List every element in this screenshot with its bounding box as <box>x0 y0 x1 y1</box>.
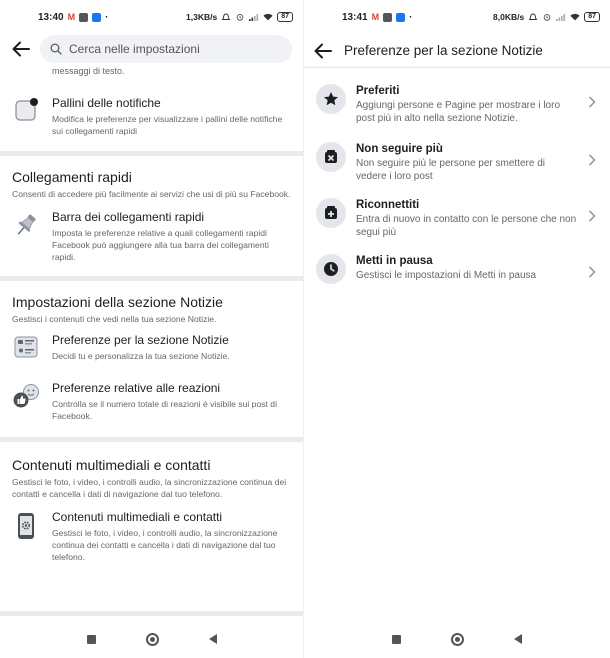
battery-indicator: 87 <box>277 12 293 22</box>
clock-icon <box>316 254 346 284</box>
wifi-icon <box>263 13 273 21</box>
favorites-item[interactable] <box>304 84 610 130</box>
arrow-left-icon <box>12 41 30 57</box>
android-nav-bar <box>0 620 303 658</box>
gallery-icon <box>79 13 88 22</box>
alarm-icon <box>235 13 245 21</box>
wifi-icon <box>570 13 580 21</box>
unfollow-title: Non seguire più <box>356 143 443 155</box>
news-feed-section <box>0 293 303 325</box>
unfollow-desc: Non seguire più le persone per smettere di vedere i loro post <box>356 158 545 182</box>
gmail-icon: M <box>371 12 380 22</box>
unfollow-icon <box>316 142 346 172</box>
news-feed-preferences-desc: Decidi tu e personalizza la tua sezione Notizie. <box>52 351 230 361</box>
shortcuts-subtitle: Consenti di accedere più facilmente ai servizi che usi di più su Facebook. <box>12 189 291 199</box>
favorites-title: Preferiti <box>356 85 400 97</box>
search-header <box>0 34 303 64</box>
snooze-desc: Gestisci le impostazioni di Metti in pausa <box>356 270 537 281</box>
chevron-right-icon <box>588 154 596 166</box>
reaction-preferences-item[interactable] <box>0 381 303 429</box>
shortcut-bar-title: Barra dei collegamenti rapidi <box>52 210 205 224</box>
chevron-right-icon <box>588 266 596 278</box>
section-divider <box>0 611 303 616</box>
network-speed: 8,0KB/s <box>493 12 525 22</box>
reconnect-title: Riconnettiti <box>356 199 420 211</box>
gmail-icon: M <box>67 12 76 22</box>
page-title: Preferenze per la sezione Notizie <box>344 43 543 58</box>
chevron-right-icon <box>588 210 596 222</box>
home-button[interactable] <box>451 633 464 646</box>
notification-dots-item[interactable] <box>0 96 303 143</box>
media-contacts-desc: Gestisci le foto, i video, i controlli audio, la sincronizzazione continua dei contatti e cancella i dati di navigazione dal tuo telefono. <box>52 528 278 562</box>
system-back-button[interactable] <box>209 634 217 644</box>
media-subtitle: Gestisci le foto, i video, i controlli audio, la sincronizzazione continua dei contatti e cancella i dati di navigazione dal tuo telefono. <box>12 477 287 499</box>
search-icon <box>50 43 62 55</box>
favorites-desc: Aggiungi persone e Pagine per mostrare i loro post più in alto nella sezione Notizie. <box>356 100 561 124</box>
news-feed-preferences-title: Preferenze per la sezione Notizie <box>52 333 229 347</box>
news-feed-heading: Impostazioni della sezione Notizie <box>12 294 223 310</box>
news-feed-subtitle: Gestisci i contenuti che vedi nella tua sezione Notizie. <box>12 314 217 324</box>
snooze-item[interactable] <box>304 254 610 290</box>
media-contacts-title: Contenuti multimediali e contatti <box>52 510 223 524</box>
back-button[interactable] <box>10 38 32 60</box>
shortcut-bar-desc: Imposta le preferenze relative a quali collegamenti rapidi Facebook può aggiungere alla tua barra dei collegamenti rapidi. <box>52 228 269 262</box>
section-divider <box>0 276 303 281</box>
shortcut-bar-item[interactable] <box>0 210 303 270</box>
settings-screen <box>0 0 303 658</box>
news-feed-preferences-icon <box>14 335 38 359</box>
section-divider <box>0 151 303 156</box>
notification-dots-desc: Modifica le preferenze per visualizzare i pallini delle notifiche sui collegamenti rapidi <box>52 114 283 136</box>
status-time: 13:41 <box>342 11 368 23</box>
mute-icon <box>528 13 538 21</box>
battery-indicator: 87 <box>584 12 600 22</box>
facebook-icon <box>396 13 405 22</box>
reaction-preferences-title: Preferenze relative alle reazioni <box>52 381 221 395</box>
reconnect-item[interactable] <box>304 198 610 242</box>
gallery-icon <box>383 13 392 22</box>
page-header <box>304 34 610 68</box>
network-speed: 1,3KB/s <box>186 12 218 22</box>
reconnect-icon <box>316 198 346 228</box>
mute-icon <box>221 13 231 21</box>
notification-dots-title: Pallini delle notifiche <box>52 96 161 110</box>
arrow-left-icon <box>314 43 332 59</box>
dot-icon: · <box>409 11 413 23</box>
back-button[interactable] <box>312 40 334 62</box>
status-bar <box>304 0 610 34</box>
recents-button[interactable] <box>87 635 96 644</box>
shortcuts-heading: Collegamenti rapidi <box>12 169 132 185</box>
home-button[interactable] <box>146 633 159 646</box>
star-icon <box>316 84 346 114</box>
shortcuts-section <box>0 168 303 200</box>
media-heading: Contenuti multimediali e contatti <box>12 457 211 473</box>
system-back-button[interactable] <box>514 634 522 644</box>
reaction-preferences-desc: Controlla se il numero totale di reazioni è visibile sui post di Facebook. <box>52 399 277 421</box>
search-input[interactable] <box>69 42 269 56</box>
unfollow-item[interactable] <box>304 142 610 186</box>
cutoff-description: messaggi di testo. <box>52 66 125 76</box>
facebook-icon <box>92 13 101 22</box>
notification-dot-icon <box>14 98 38 122</box>
status-bar <box>0 0 303 34</box>
phone-settings-icon <box>15 512 37 540</box>
reconnect-desc: Entra di nuovo in contatto con le persone che non segui più <box>356 214 577 238</box>
news-feed-preferences-item[interactable] <box>0 333 303 373</box>
signal-icon <box>556 13 566 21</box>
status-time: 13:40 <box>38 11 64 23</box>
snooze-title: Metti in pausa <box>356 255 433 267</box>
android-nav-bar <box>304 620 610 658</box>
news-feed-preferences-screen <box>304 0 610 658</box>
pin-icon <box>13 212 39 238</box>
alarm-icon <box>542 13 552 21</box>
chevron-right-icon <box>588 96 596 108</box>
reactions-icon <box>12 383 40 409</box>
media-contacts-item[interactable] <box>0 510 303 572</box>
signal-icon <box>249 13 259 21</box>
dot-icon: · <box>105 11 109 23</box>
recents-button[interactable] <box>392 635 401 644</box>
section-divider <box>0 437 303 442</box>
search-box[interactable] <box>40 35 292 63</box>
media-section <box>0 456 303 500</box>
